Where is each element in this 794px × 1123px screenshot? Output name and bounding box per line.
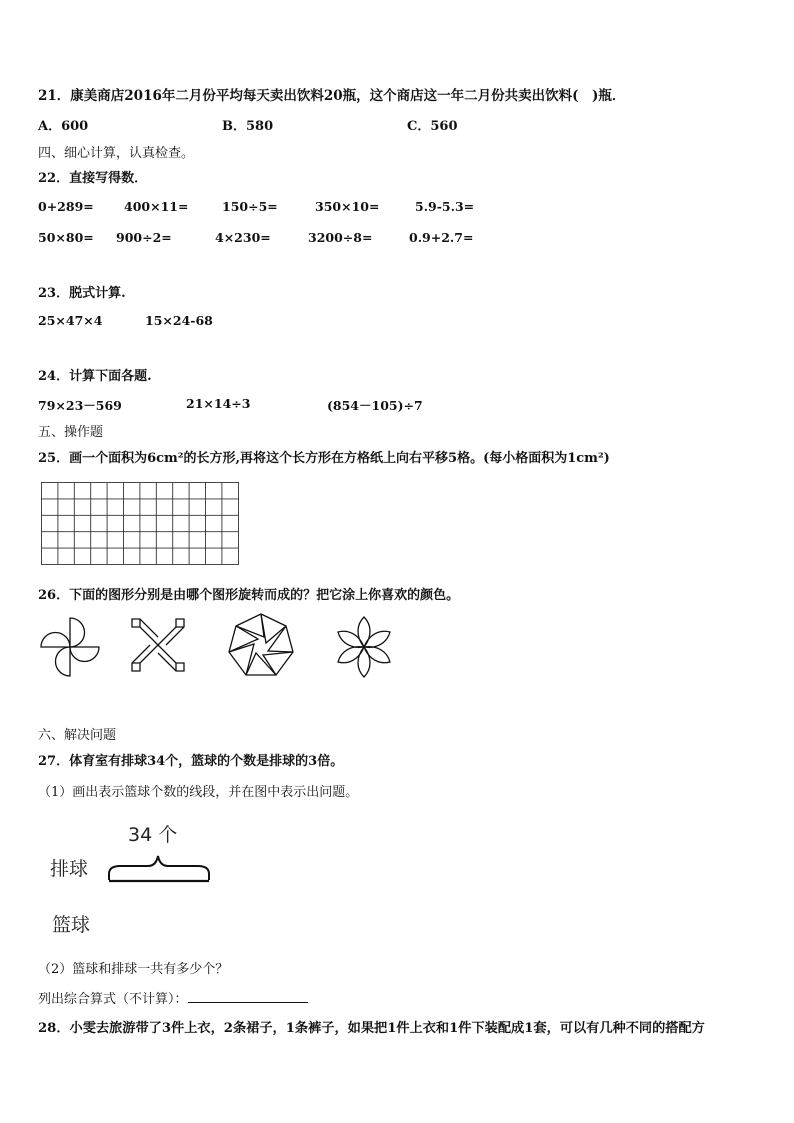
brace-label: 34 个 <box>128 824 178 846</box>
q22-expr: 150÷5= <box>222 199 278 214</box>
q23-expr: 15×24-68 <box>145 313 213 328</box>
q22-stem: 22．直接写得数． <box>38 171 148 186</box>
brace-bracket <box>106 852 212 886</box>
q28-stem: 28．小雯去旅游带了3件上衣，2条裙子，1条裤子，如果把1件上衣和1件下装配成1套，可以有几种不同的搭配方 <box>38 1021 705 1036</box>
q22-expr: 400×11= <box>124 199 189 214</box>
section-5-heading: 五、操作题 <box>38 425 104 440</box>
q24-expr: (854－105)÷7 <box>327 398 423 413</box>
basketball-label: 篮球 <box>52 914 91 936</box>
q21-option-b: B．580 <box>222 119 274 134</box>
q22-expr: 50×80= <box>38 230 94 245</box>
q24-expr: 21×14÷3 <box>186 396 251 411</box>
q23-stem: 23．脱式计算. <box>38 286 126 301</box>
q22-expr: 0.9+2.7= <box>409 230 474 245</box>
q22-expr: 4×230= <box>215 230 271 245</box>
heptagon-figure[interactable] <box>226 611 296 681</box>
q26-stem: 26．下面的图形分别是由哪个图形旋转而成的？把它涂上你喜欢的颜色。 <box>38 588 460 603</box>
answer-blank[interactable] <box>188 990 308 1003</box>
q27-stem: 27．体育室有排球34个，篮球的个数是排球的3倍。 <box>38 754 344 769</box>
q25-stem: 25．画一个面积为6cm²的长方形,再将这个长方形在方格纸上向右平移5格。(每小格面积为1cm²) <box>38 451 610 466</box>
grid-paper-svg <box>41 482 241 568</box>
q21-option-a: A．600 <box>38 119 89 134</box>
q27-formula-line <box>38 988 308 1007</box>
q22-expr: 0+289= <box>38 199 94 214</box>
flower-figure[interactable] <box>331 614 397 680</box>
volleyball-label: 排球 <box>50 858 89 880</box>
pinwheel-figure[interactable] <box>37 614 103 680</box>
q21-stem: 21．康美商店2016年二月份平均每天卖出饮料20瓶，这个商店这一年二月份共卖出饮料( )瓶． <box>38 88 626 104</box>
q22-expr: 5.9-5.3= <box>415 199 475 214</box>
q23-expr: 25×47×4 <box>38 313 103 328</box>
q22-expr: 3200÷8= <box>308 230 373 245</box>
section-4-heading: 四、细心计算，认真检查。 <box>38 146 195 161</box>
q27-part2: （2）篮球和排球一共有多少个？ <box>38 962 229 977</box>
q27-formula-prompt: 列出综合算式（不计算）： <box>38 992 188 1007</box>
q22-expr: 350×10= <box>315 199 380 214</box>
grid-paper[interactable] <box>41 482 241 572</box>
section-6-heading: 六、解决问题 <box>38 728 117 743</box>
q21-option-c: C．560 <box>407 119 458 134</box>
q22-expr: 900÷2= <box>116 230 172 245</box>
cross-arrows-figure[interactable] <box>130 617 186 673</box>
q24-stem: 24．计算下面各题. <box>38 369 152 384</box>
q27-part1: （1）画出表示篮球个数的线段，并在图中表示出问题。 <box>38 785 359 800</box>
q24-expr: 79×23－569 <box>38 398 122 413</box>
